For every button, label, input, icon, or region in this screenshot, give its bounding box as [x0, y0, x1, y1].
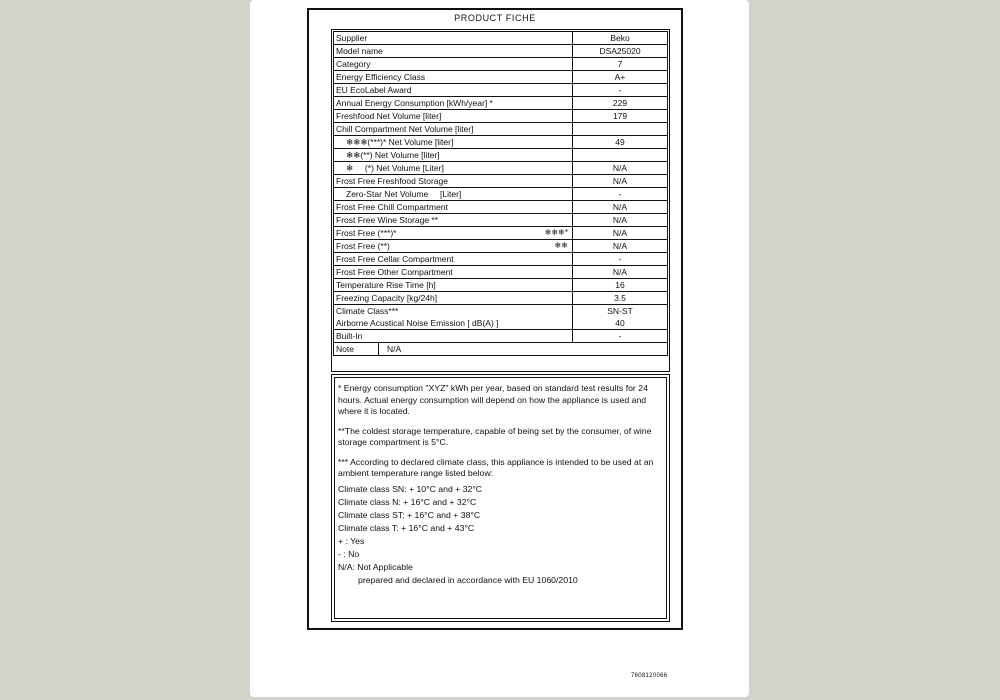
row-label-text: Category [336, 59, 371, 69]
table-row [334, 266, 668, 279]
row-label-text: Energy Efficiency Class [336, 72, 426, 82]
row-value: 229 [573, 97, 668, 110]
row-label-text: Freezing Capacity [kg/24h] [336, 293, 438, 303]
row-label [334, 45, 573, 58]
table-row [334, 253, 668, 266]
row-value: 3.5 [573, 292, 668, 305]
table-row [334, 201, 668, 214]
row-label [334, 136, 573, 149]
row-label [334, 253, 573, 266]
table-row [334, 162, 668, 175]
table-row [334, 175, 668, 188]
climate-line: Climate class T: + 16°C and + 43°C [338, 522, 475, 533]
row-label-text: Built-In [336, 331, 363, 341]
row-label [334, 201, 573, 214]
table-row [334, 305, 668, 330]
legend-line: N/A: Not Applicable [338, 561, 413, 572]
row-label-text: EU EcoLabel Award [336, 85, 412, 95]
row-label [334, 97, 573, 110]
row-label [334, 227, 573, 240]
row-label [334, 292, 573, 305]
climate-line: Climate class N: + 16°C and + 32°C [338, 496, 477, 507]
row-value: - [573, 330, 668, 343]
star-rating-icon: ❄❄❄* [544, 228, 568, 237]
row-value [573, 123, 668, 136]
row-label-text: ❄❄❄(***)* Net Volume [liter] [346, 137, 454, 147]
note-value: N/A [387, 344, 402, 354]
row-label [334, 149, 573, 162]
row-label-text: Annual Energy Consumption [kWh/year] * [336, 98, 493, 108]
row-label [334, 305, 573, 330]
row-label [334, 162, 573, 175]
document-page [250, 0, 749, 697]
row-value: 179 [573, 110, 668, 123]
row-value: N/A [573, 214, 668, 227]
row-label [334, 58, 573, 71]
notes-content [334, 377, 667, 619]
prepared-line: prepared and declared in accordance with EU 1060/2010 [358, 574, 578, 585]
row-label-text: Supplier [336, 33, 368, 43]
row-value: N/A [573, 266, 668, 279]
table-row [334, 240, 668, 253]
table-row [334, 97, 668, 110]
climate-class-label: Climate Class*** [336, 306, 399, 316]
row-value: N/A [573, 240, 668, 253]
row-label-text: Frost Free (**) [336, 241, 390, 251]
row-label-text: Frost Free Other Compartment [336, 267, 453, 277]
product-fiche [307, 8, 683, 630]
row-label-text: Chill Compartment Net Volume [liter] [336, 124, 474, 134]
row-label [334, 188, 573, 201]
footer-code: 7608120066 [631, 673, 668, 679]
row-value: - [573, 253, 668, 266]
row-value: A+ [573, 71, 668, 84]
row-label-text: Frost Free Freshfood Storage [336, 176, 448, 186]
table-row [334, 58, 668, 71]
table-row [334, 149, 668, 162]
table-row [334, 188, 668, 201]
climate-class-value: SN-ST [607, 306, 633, 316]
table-row [334, 136, 668, 149]
row-label [334, 214, 573, 227]
row-value: DSA25020 [573, 45, 668, 58]
row-label [334, 32, 573, 45]
table-row [334, 45, 668, 58]
row-value: N/A [573, 162, 668, 175]
row-value: N/A [573, 227, 668, 240]
row-label-text: Temperature Rise Time [h] [336, 280, 436, 290]
row-label [334, 71, 573, 84]
spec-table [333, 31, 668, 356]
row-value: 49 [573, 136, 668, 149]
row-label-text: Freshfood Net Volume [liter] [336, 111, 442, 121]
fiche-title: PRODUCT FICHE [454, 13, 536, 23]
legend-line: + : Yes [338, 535, 365, 546]
energy-note: * Energy consumption "XYZ" kWh per year, based on standard test results for 24 hours. Actual energy consumption will depend on how the appliance is used and where it is located. [338, 383, 648, 416]
climate-line: Climate class SN: + 10°C and + 32°C [338, 483, 483, 494]
row-value: N/A [573, 175, 668, 188]
noise-value: 40 [615, 318, 625, 328]
row-label-text: Frost Free Wine Storage ** [336, 215, 439, 225]
table-row [334, 71, 668, 84]
row-value: 16 [573, 279, 668, 292]
note-label: Note [336, 343, 379, 355]
table-row [334, 214, 668, 227]
table-row [334, 227, 668, 240]
row-label [334, 123, 573, 136]
row-label [334, 266, 573, 279]
table-row [334, 110, 668, 123]
row-label [334, 175, 573, 188]
row-label-text: Zero-Star Net Volume [Liter] [346, 189, 462, 199]
table-row [334, 123, 668, 136]
star-rating-icon: ❄❄ [554, 241, 568, 250]
notes-box [331, 374, 670, 622]
table-row [334, 292, 668, 305]
row-value: Beko [573, 32, 668, 45]
row-value: - [573, 188, 668, 201]
row-label [334, 279, 573, 292]
row-label-text: Frost Free Chill Compartment [336, 202, 448, 212]
row-label [334, 110, 573, 123]
table-row [334, 279, 668, 292]
table-row [334, 32, 668, 45]
row-value: 7 [573, 58, 668, 71]
note-row [334, 343, 668, 356]
climate-line: Climate class ST: + 16°C and + 38°C [338, 509, 481, 520]
row-label-text: ❄❄(**) Net Volume [liter] [346, 150, 440, 160]
spec-table-box [331, 29, 670, 372]
row-label [334, 330, 573, 343]
row-label-text: Model name [336, 46, 383, 56]
table-row [334, 330, 668, 343]
legend-line: - : No [338, 548, 360, 559]
row-value: - [573, 84, 668, 97]
row-value [573, 305, 668, 330]
note-cell [334, 343, 668, 356]
row-label [334, 84, 573, 97]
climate-intro: *** According to declared climate class, this appliance is intended to be used at an ambient temperature range listed below: [338, 456, 654, 478]
row-value [573, 149, 668, 162]
row-label-text: Frost Free (***)* [336, 228, 397, 238]
row-label [334, 240, 573, 253]
table-row [334, 84, 668, 97]
row-label-text: ❄ (*) Net Volume [Liter] [346, 163, 444, 173]
row-label-text: Frost Free Cellar Compartment [336, 254, 454, 264]
row-value: N/A [573, 201, 668, 214]
noise-label: Airborne Acustical Noise Emission [ dB(A) ] [336, 318, 499, 328]
coldest-note: **The coldest storage temperature, capable of being set by the consumer, of wine storage compartment is 5°C. [338, 425, 652, 447]
